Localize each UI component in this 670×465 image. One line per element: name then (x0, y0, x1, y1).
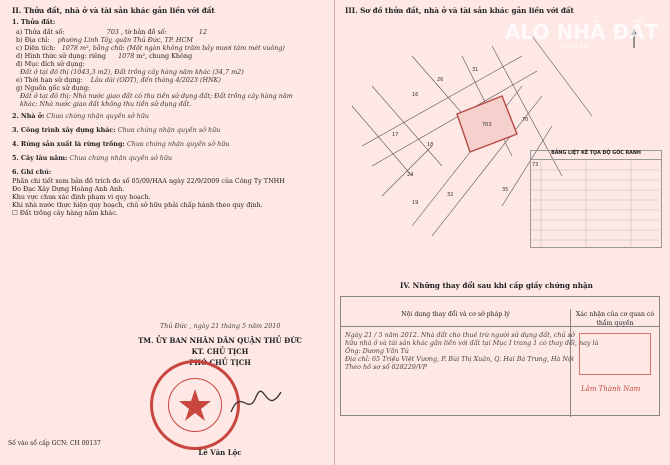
usage-form-label: d) Hình thức sử dụng: riêng (16, 52, 107, 60)
coord-table-grid (531, 160, 659, 246)
checkbox-icon: ☐ (12, 209, 20, 217)
signer-subtitle: PHÓ CHỦ TỊCH (189, 358, 251, 367)
change-line-3: Ông: Dương Văn Tú (345, 347, 409, 355)
section-1-title: 1. Thửa đất: (12, 18, 56, 26)
coord-table (530, 150, 662, 248)
svg-text:703: 703 (482, 122, 492, 128)
purpose-value: Đất ở tại đô thị (1043,3 m2), Đất trồng cây hàng năm khác (34,7 m2) (20, 68, 244, 76)
confirm-signature: Lâm Thành Nam (581, 385, 641, 393)
origin-value-2: khác: Nhà nước giao đất không thu tiền sử dụng đất. (20, 100, 192, 108)
serial-number: Số vào sổ cấp GCN: CH 00137 (8, 440, 101, 447)
signer-title: KT. CHỦ TỊCH (191, 347, 249, 356)
parcel-no-value: 703 (106, 28, 119, 36)
change-line-5: Theo hồ sơ số 028229/VP (345, 363, 427, 371)
note-3: Khu vực chưa xác định phạm vi quy hoạch. (12, 193, 151, 201)
notes-label: 6. Ghi chú: (12, 168, 52, 176)
svg-text:35: 35 (502, 187, 509, 193)
area-value: 1078 (61, 44, 78, 52)
changes-table (340, 296, 660, 416)
term-label: e) Thời hạn sử dụng: (16, 76, 83, 84)
construction-value: Chưa chứng nhận quyền sở hữu (117, 126, 221, 134)
note-2: Đo Đạc Xây Dựng Hoàng Anh Anh. (12, 185, 125, 193)
change-line-2: hữu nhà ở và tài sản khác gắn liền với đất tại Mục I trang 1 có thay đổi, nay là (345, 339, 599, 347)
coord-table-title: BẢNG LIỆT KÊ TỌA ĐỘ GÓC RANH (531, 151, 661, 160)
svg-text:19: 19 (412, 200, 419, 206)
forest-label: 4. Rừng sản xuất là rừng trồng: (12, 140, 125, 148)
note-5-row (12, 209, 118, 217)
stamp-emblem-icon (168, 378, 222, 432)
forest-row (12, 140, 229, 148)
signer-org: TM. ỦY BAN NHÂN DÂN QUẬN THỦ ĐỨC (138, 336, 302, 345)
section-iv-title: IV. Những thay đổi sau khi cấp giấy chứng nhận (400, 281, 593, 290)
area-words: m², bằng chữ: (Một ngàn không trăm bảy mươi tám mét vuông) (80, 44, 285, 52)
area-label: c) Diện tích: (16, 44, 56, 52)
address-value: phường Linh Tây, quận Thủ Đức, TP. HCM (57, 36, 193, 44)
area-row (16, 44, 285, 52)
usage-form-value: 1078 (118, 52, 135, 60)
forest-value: Chưa chứng nhận quyền sở hữu (126, 140, 230, 148)
change-line-4: Địa chỉ: 65 Triệu Việt Vương, P. Bùi Thị Xuân, Q. Hai Bà Trưng, Hà Nội (345, 355, 574, 363)
section-ii-title: II. Thửa đất, nhà ở và tài sản khác gắn liền với đất (12, 6, 215, 15)
svg-text:16: 16 (412, 92, 419, 98)
svg-text:18: 18 (427, 142, 434, 148)
svg-text:26: 26 (437, 77, 444, 83)
house-label: 2. Nhà ở: (12, 112, 45, 120)
changes-content-column (341, 309, 599, 417)
svg-text:17: 17 (392, 132, 399, 138)
svg-text:70: 70 (522, 117, 529, 123)
parcel-no-label: a) Thửa đất số: (16, 28, 65, 36)
house-value: Chưa chứng nhận quyền sở hữu (46, 112, 150, 120)
svg-text:24: 24 (407, 172, 414, 178)
confirm-stamp-icon (579, 333, 651, 375)
signature-icon (226, 382, 286, 422)
date-line: Thủ Đức , ngày 21 tháng 5 năm 2010 (160, 322, 281, 330)
note-1: Phần chi tiết xem bản đồ trích đo số 05/09/HAA ngày 22/9/2009 của Công Ty TNHH (12, 177, 285, 185)
svg-text:31: 31 (472, 67, 479, 73)
construction-row (12, 126, 220, 134)
col-content-header: Nội dung thay đổi và cơ sở pháp lý (341, 309, 570, 327)
parcel-row (16, 28, 207, 36)
term-value: Lâu dài (ODT), đến tháng 4/2023 (HNK) (90, 76, 221, 84)
perennial-label: 5. Cây lâu năm: (12, 154, 68, 162)
svg-text:32: 32 (447, 192, 454, 198)
watermark-brand: ALO NHÀ ĐẤT (505, 20, 659, 44)
origin-label: g) Nguồn gốc sử dụng: (16, 84, 91, 92)
changes-confirm-column (571, 309, 659, 417)
signer-name: Lê Văn Lộc (198, 448, 242, 457)
svg-text:73: 73 (532, 162, 539, 168)
usage-form-row (16, 52, 192, 60)
purpose-label: đ) Mục đích sử dụng: (16, 60, 85, 68)
change-line-1: Ngày 21 / 5 năm 2012. Nhà đất cho thuê trừ người sử dụng đất, chủ sở (345, 331, 575, 339)
perennial-value: Chưa chứng nhận quyền sở hữu (69, 154, 173, 162)
address-label: b) Địa chỉ: (16, 36, 50, 44)
note-5: Đất trồng cây hàng năm khác. (19, 209, 118, 217)
origin-value-1: Đất ở tại đô thị: Nhà nước giao đất có thu tiền sử dụng đất; Đất trồng cây hàng năm (20, 92, 293, 100)
section-iii-title: III. Sơ đồ thửa đất, nhà ở và tài sản khác gắn liền với đất (345, 6, 574, 15)
map-sheet-label: , tờ bản đồ số: (120, 28, 167, 36)
construction-label: 3. Công trình xây dựng khác: (12, 126, 116, 134)
watermark-sub: .com.vn (560, 42, 588, 50)
house-row (12, 112, 149, 120)
usage-form-rest: m², chung Không (136, 52, 193, 60)
note-4: Khi nhà nước thực hiện quy hoạch, chủ sở hữu phải chấp hành theo quy định. (12, 201, 263, 209)
address-row (16, 36, 193, 44)
term-row (16, 76, 221, 84)
col-confirm-header: Xác nhận của cơ quan có thẩm quyền (571, 309, 659, 327)
perennial-row (12, 154, 172, 162)
map-sheet-value: 12 (198, 28, 208, 36)
